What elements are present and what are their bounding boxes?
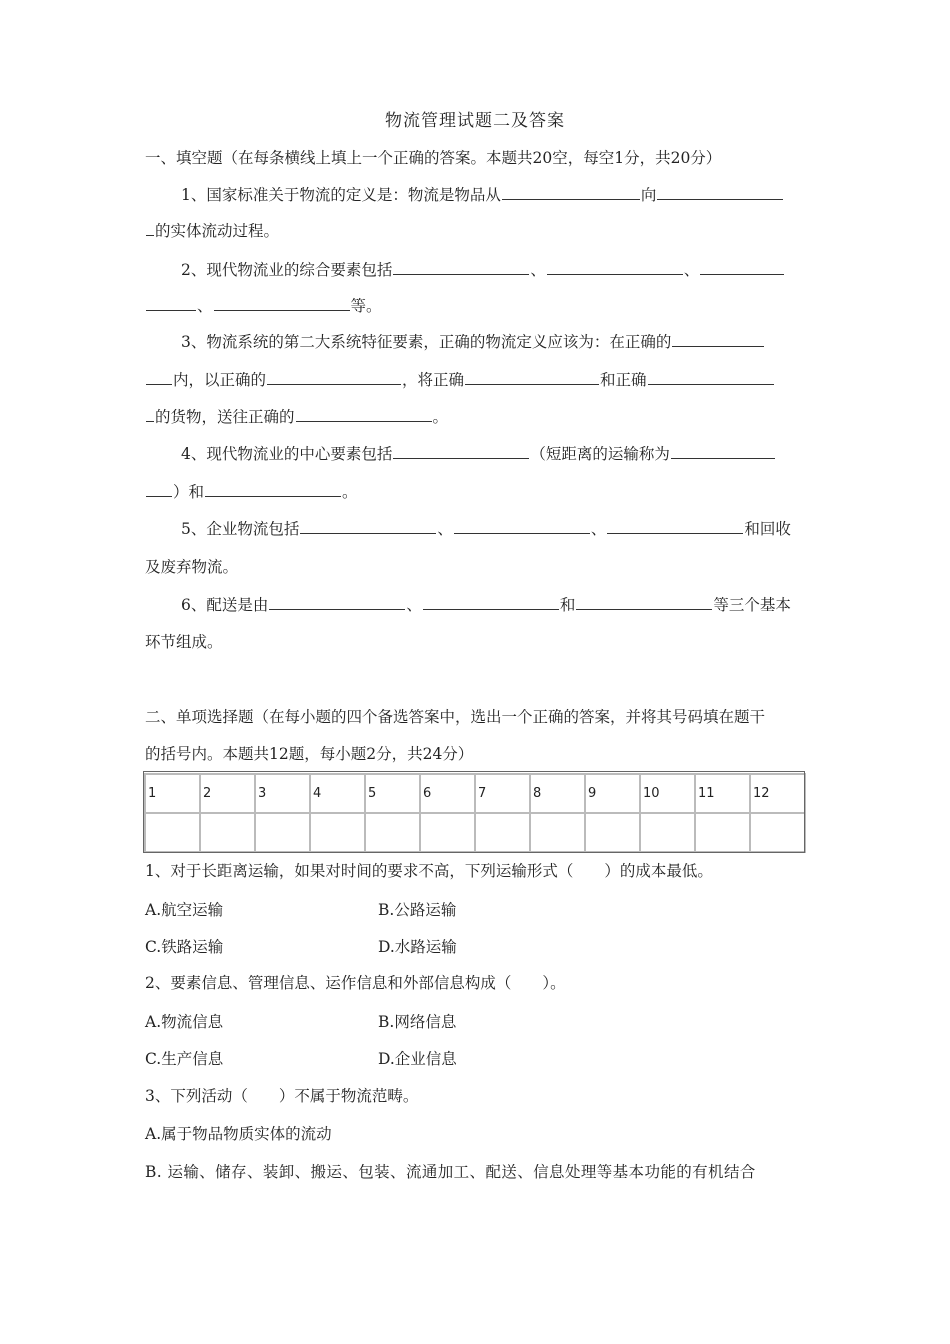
answer-blank-cell — [475, 813, 530, 852]
answer-number-cell: 5 — [365, 774, 420, 813]
q2-text-a: 2、现代物流业的综合要素包括 — [181, 261, 393, 279]
q3-blank-4b — [146, 405, 154, 422]
q3-text-d: 和正确 — [600, 371, 647, 389]
q5-text-d: 和回收 — [744, 520, 791, 538]
answer-blank-cell — [640, 813, 695, 852]
answer-number-cell: 1 — [145, 774, 200, 813]
q6-blank-3 — [576, 593, 712, 610]
q2-line2 — [145, 294, 807, 317]
q4-text-c: ）和 — [173, 483, 205, 501]
q2-blank-3b — [146, 294, 196, 311]
answer-blank-cell — [530, 813, 585, 852]
q4-blank-3 — [205, 480, 341, 497]
q3-text-e: 的货物，送往正确的 — [155, 408, 295, 426]
section1-heading: 一、填空题（在每条横线上填上一个正确的答案。本题共20空，每空1分，共20分） — [145, 149, 722, 167]
q5-text-b: 、 — [437, 520, 453, 538]
answer-number-cell: 9 — [585, 774, 640, 813]
q1-line2 — [145, 219, 807, 242]
q3-text-c: ，将正确 — [402, 371, 465, 389]
answer-blank-cell — [420, 813, 475, 852]
mc1-option-c: C.铁路运输 — [145, 938, 224, 956]
q1-blank-2 — [657, 183, 783, 200]
q1-line1 — [145, 183, 843, 206]
q4-blank-1 — [393, 442, 529, 459]
answer-table-number-row — [145, 774, 805, 813]
answer-number-cell: 8 — [530, 774, 585, 813]
answer-number-cell: 2 — [200, 774, 255, 813]
q3-line3 — [145, 405, 807, 428]
answer-blank-cell — [255, 813, 310, 852]
answer-blank-cell — [145, 813, 200, 852]
q6-blank-2 — [423, 593, 559, 610]
mc1-option-a: A.航空运输 — [145, 901, 224, 919]
answer-blank-cell — [365, 813, 420, 852]
q3-blank-1b — [146, 368, 172, 385]
q3-text-b: 内，以正确的 — [173, 371, 267, 389]
answer-blank-cell — [750, 813, 805, 852]
q6-line1 — [145, 593, 843, 616]
q4-text-a: 4、现代物流业的中心要素包括 — [181, 445, 393, 463]
answer-number-cell: 4 — [310, 774, 365, 813]
mc2-option-b: B.网络信息 — [378, 1013, 457, 1031]
q6-text-b: 、 — [406, 596, 422, 614]
q3-blank-5 — [296, 405, 432, 422]
q4-line2 — [145, 480, 807, 503]
mc2-option-a: A.物流信息 — [145, 1013, 224, 1031]
q2-text-b: 、 — [530, 261, 546, 279]
q2-blank-3 — [700, 258, 784, 275]
q2-text-c: 、 — [683, 261, 700, 279]
q2-blank-4 — [214, 294, 350, 311]
q5-blank-2 — [454, 517, 590, 534]
q2-text-e: 等。 — [350, 297, 382, 315]
answer-number-cell: 10 — [640, 774, 695, 813]
q1-text-a: 1、国家标准关于物流的定义是：物流是物品从 — [181, 186, 501, 204]
q5-text-c: 、 — [590, 520, 607, 538]
q5-line2: 及废弃物流。 — [145, 558, 239, 576]
answer-number-cell: 7 — [475, 774, 530, 813]
answer-blank-cell — [310, 813, 365, 852]
mc-question-3: 3、下列活动（ ）不属于物流范畴。 — [145, 1087, 419, 1105]
mc1-option-b: B.公路运输 — [378, 901, 457, 919]
answer-number-cell: 12 — [750, 774, 805, 813]
answer-number-cell: 11 — [695, 774, 750, 813]
section2-heading-line2: 的括号内。本题共12题，每小题2分，共24分） — [145, 745, 474, 763]
q3-blank-3 — [465, 368, 599, 385]
mc-question-2: 2、要素信息、管理信息、运作信息和外部信息构成（ ）。 — [145, 974, 566, 992]
q3-blank-2 — [267, 368, 401, 385]
q1-text-b: 向 — [640, 186, 657, 204]
q1-text-c: 的实体流动过程。 — [155, 222, 280, 240]
answer-table — [144, 773, 806, 853]
q3-blank-1 — [672, 330, 764, 347]
q4-blank-2b — [146, 480, 172, 497]
q5-blank-3 — [607, 517, 743, 534]
q4-line1 — [145, 442, 843, 465]
q5-blank-1 — [300, 517, 436, 534]
q5-line1 — [145, 517, 843, 540]
q1-blank-1 — [502, 183, 640, 200]
q3-line2 — [145, 368, 807, 391]
section2-heading-line1: 二、单项选择题（在每小题的四个备选答案中，选出一个正确的答案，并将其号码填在题干 — [145, 708, 766, 726]
q3-line1 — [145, 330, 843, 353]
answer-number-cell: 3 — [255, 774, 310, 813]
q6-text-a: 6、配送是由 — [181, 596, 269, 614]
q6-text-d: 等三个基本 — [713, 596, 791, 614]
q2-line1 — [145, 258, 843, 281]
q6-blank-1 — [269, 593, 405, 610]
mc2-option-d: D.企业信息 — [378, 1050, 457, 1068]
answer-number-cell: 6 — [420, 774, 475, 813]
q4-text-b: （短距离的运输称为 — [530, 445, 670, 463]
answer-blank-cell — [695, 813, 750, 852]
q5-text-a: 5、企业物流包括 — [181, 520, 300, 538]
q3-text-a: 3、物流系统的第二大系统特征要素，正确的物流定义应该为：在正确的 — [181, 333, 672, 351]
answer-blank-cell — [585, 813, 640, 852]
q2-blank-1 — [393, 258, 529, 275]
answer-blank-cell — [200, 813, 255, 852]
mc1-option-d: D.水路运输 — [378, 938, 457, 956]
mc-question-1: 1、对于长距离运输，如果对时间的要求不高，下列运输形式（ ）的成本最低。 — [145, 862, 713, 880]
q3-text-f: 。 — [432, 408, 449, 426]
mc3-option-a: A.属于物品物质实体的流动 — [145, 1125, 332, 1143]
q3-blank-4 — [648, 368, 774, 385]
answer-table-blank-row — [145, 813, 805, 852]
q4-text-d: 。 — [342, 483, 358, 501]
q4-blank-2 — [671, 442, 775, 459]
document-title: 物流管理试题二及答案 — [385, 111, 565, 131]
q1-blank-2b — [146, 219, 154, 236]
q6-line2: 环节组成。 — [145, 633, 223, 651]
q2-text-d: 、 — [197, 297, 213, 315]
q2-blank-2 — [547, 258, 683, 275]
mc2-option-c: C.生产信息 — [145, 1050, 224, 1068]
mc3-option-b: B. 运输、储存、装卸、搬运、包装、流通加工、配送、信息处理等基本功能的有机结合 — [145, 1163, 756, 1181]
q6-text-c: 和 — [559, 596, 576, 614]
